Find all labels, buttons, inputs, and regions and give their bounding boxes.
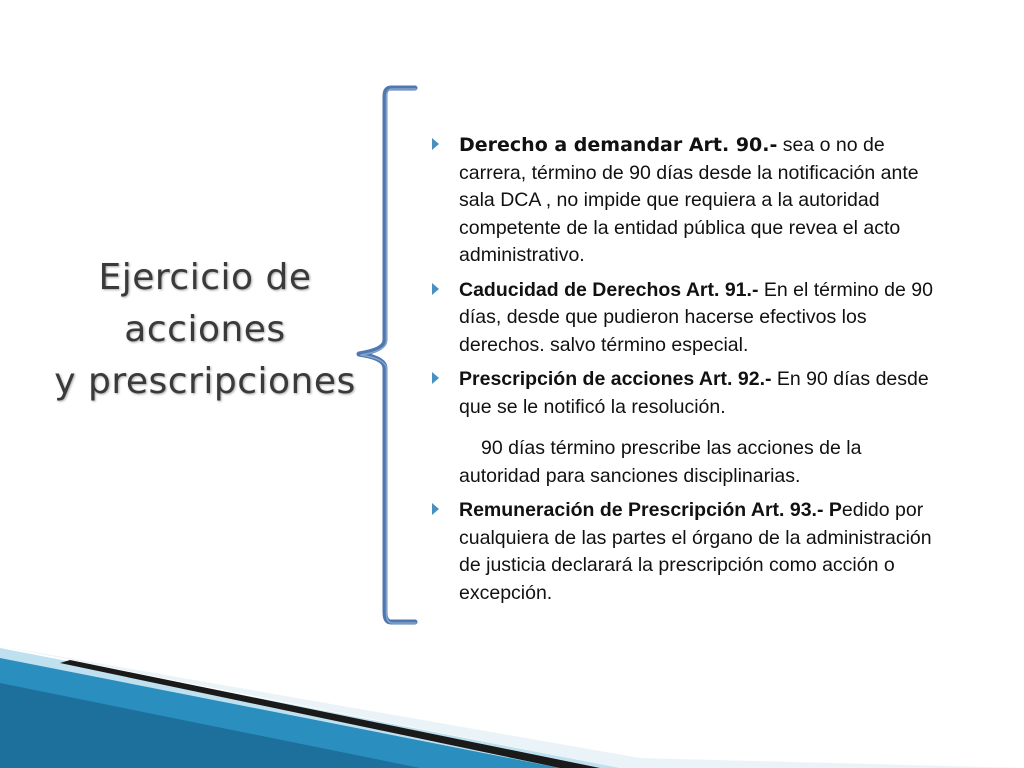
- list-item-art-91: [430, 277, 935, 360]
- item-text: 90 días término prescribe las acciones de la autoridad para sanciones disciplinarias.: [459, 437, 862, 487]
- bullet-arrow-icon: [432, 503, 439, 515]
- curly-brace: [355, 82, 425, 632]
- bullet-arrow-icon: [432, 283, 439, 295]
- list-item-art-93: [430, 497, 935, 607]
- bullet-arrow-icon: [432, 138, 439, 150]
- item-heading: Caducidad de Derechos Art. 91.-: [459, 278, 759, 301]
- title-line-2: acciones: [124, 309, 286, 350]
- item-heading: Remuneración de Prescripción Art. 93.- P: [459, 499, 842, 521]
- item-text: En el término de 90 días, desde que pudieron hacerse efectivos los derechos. salvo término especial.: [459, 278, 933, 356]
- bullet-arrow-icon: [432, 372, 439, 384]
- item-text: En 90 días desde que se le notificó la resolución.: [459, 368, 929, 418]
- title-line-3: y prescripciones: [54, 361, 356, 402]
- item-heading: Prescripción de acciones Art. 92.-: [459, 368, 772, 390]
- item-text: edido por cualquiera de las partes el órgano de la administración de justicia declarará la prescripción como acción o excepción.: [459, 499, 932, 604]
- item-heading: Derecho a demandar Art. 90.-: [459, 134, 778, 156]
- title-line-1: Ejercicio de: [98, 257, 312, 298]
- slide-title: [20, 252, 390, 408]
- decorative-stripes: [0, 638, 1024, 768]
- list-item-art-92: [430, 366, 935, 421]
- list-item-continuation: [430, 435, 935, 490]
- item-text: sea o no de carrera, término de 90 días desde la notificación ante sala DCA , no impide que requiera a la autoridad competente de la entidad pública que revea el acto administrativo.: [459, 134, 919, 266]
- list-item-art-90: [430, 132, 935, 270]
- bullet-list: [430, 132, 935, 614]
